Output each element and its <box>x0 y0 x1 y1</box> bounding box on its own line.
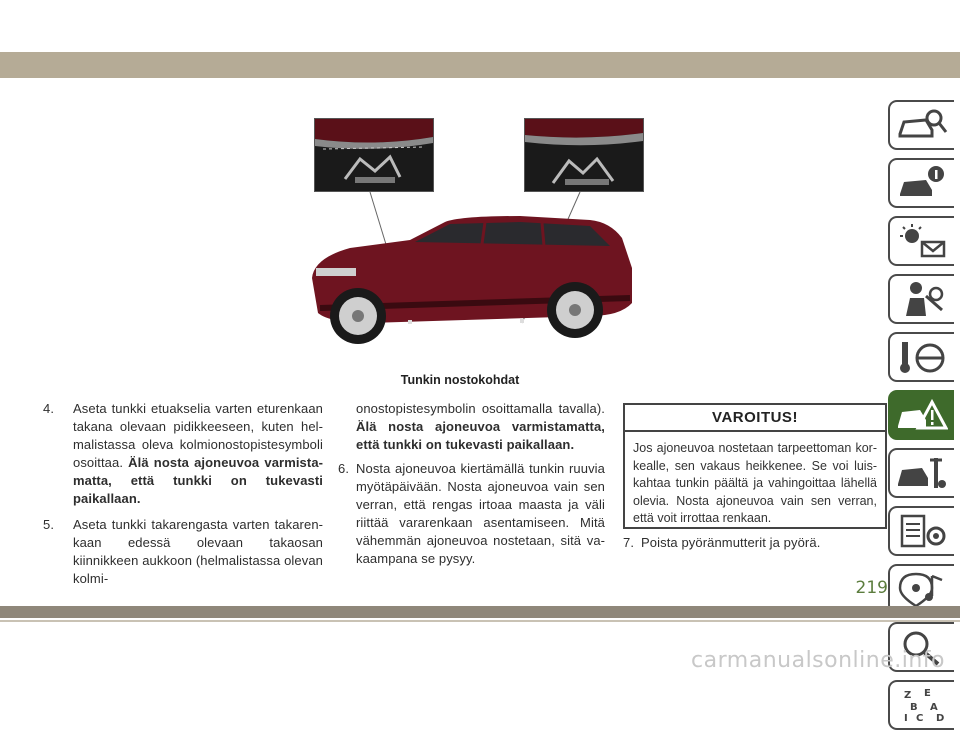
tab-technical[interactable] <box>888 506 954 556</box>
step-number: 7. <box>623 535 635 550</box>
step-number: 5. <box>43 517 55 532</box>
jack-points-figure <box>290 118 650 348</box>
warning-text: Jos ajoneuvoa nostetaan tarpeettoman korkealle, sen vakaus heikkenee. Se voi luiskahtaa tunkin päältä ja vahingoittaa lähellä olevia. Nosta ajoneuvoa vain sen verran, että voit irrottaa renkaan. <box>633 441 877 525</box>
car-search-icon <box>896 106 948 144</box>
tab-service[interactable] <box>888 448 954 498</box>
car-info-icon <box>896 164 948 202</box>
technical-specs-icon <box>896 512 948 550</box>
step-warning-bold: Älä nosta ajoneuvoa varmistamatta, että tunkki on tukevasti paikallaan. <box>73 455 323 506</box>
text-column-3 <box>623 534 888 560</box>
starting-driving-icon <box>896 338 948 376</box>
tab-safety[interactable] <box>888 274 954 324</box>
step-text: Poista pyöränmutterit ja pyörä. <box>641 535 821 550</box>
footer-line <box>0 620 960 622</box>
warning-box <box>623 403 887 529</box>
tab-emergency[interactable] <box>888 390 954 440</box>
list-item <box>338 460 605 568</box>
svg-text:D: D <box>936 713 945 724</box>
step-number: 4. <box>43 401 55 416</box>
list-item-continuation <box>338 400 605 454</box>
svg-text:I: I <box>904 713 908 724</box>
step-text: Nosta ajoneuvoa kiertämällä tunkin ruuvia myötäpäivään. Nosta ajoneuvoa vain sen verran, että rengas irtoaa maasta ja väli riittää vararenkaan asentamiseen. Mitä vähemmän ajoneuvoa nostetaan, sitä vakaampana se pysyy. <box>356 461 605 566</box>
tab-car-info[interactable] <box>888 158 954 208</box>
header-band <box>0 52 960 78</box>
list-item <box>43 400 323 508</box>
watermark: carmanualsonline.info <box>691 648 945 673</box>
warning-title: VAROITUS! <box>625 405 885 432</box>
chapter-tabs <box>888 100 960 738</box>
svg-text:A: A <box>930 702 938 713</box>
text-column-1 <box>43 400 323 596</box>
tab-car-search[interactable] <box>888 100 954 150</box>
alphabet-index-icon <box>896 686 948 724</box>
safety-airbag-person-icon <box>896 280 948 318</box>
step-text: onostopistesymbolin osoittamalla tavalla). <box>356 401 605 416</box>
list-item <box>623 534 888 552</box>
text-column-2 <box>338 400 605 576</box>
step-number: 6. <box>338 461 350 476</box>
figure-caption: Tunkin nostokohdat <box>400 373 520 387</box>
svg-text:Z: Z <box>904 690 912 701</box>
svg-text:E: E <box>924 688 931 699</box>
page-number: 219 <box>855 578 888 598</box>
step-text: Aseta tunkki takarengasta varten takarenkaan edessä olevaan takaosan kiinnikkeen aukkoon (helmalistassa olevan kolmi- <box>73 517 323 586</box>
svg-text:C: C <box>916 713 924 724</box>
step-text: Aseta tunkki etuakselia varten eturenkaan takana olevaan pidikkeeseen, kuten helmalistassa oleva kolmionostopistesymboli osoittaa. <box>73 401 323 470</box>
footer-band <box>0 606 960 618</box>
suv-illustration <box>290 118 650 348</box>
emergency-car-warning-icon <box>896 396 948 434</box>
tab-starting-driving[interactable] <box>888 332 954 382</box>
svg-text:B: B <box>910 702 918 713</box>
step-warning-bold: Älä nosta ajoneuvoa varmistamatta, että tunkki on tukevasti paikallaan. <box>356 419 605 452</box>
service-maintenance-icon <box>896 454 948 492</box>
list-item <box>43 516 323 588</box>
multimedia-icon <box>896 570 948 608</box>
warning-lights-message-icon <box>896 222 948 260</box>
tab-warning-lights[interactable] <box>888 216 954 266</box>
tab-index[interactable] <box>888 680 954 730</box>
